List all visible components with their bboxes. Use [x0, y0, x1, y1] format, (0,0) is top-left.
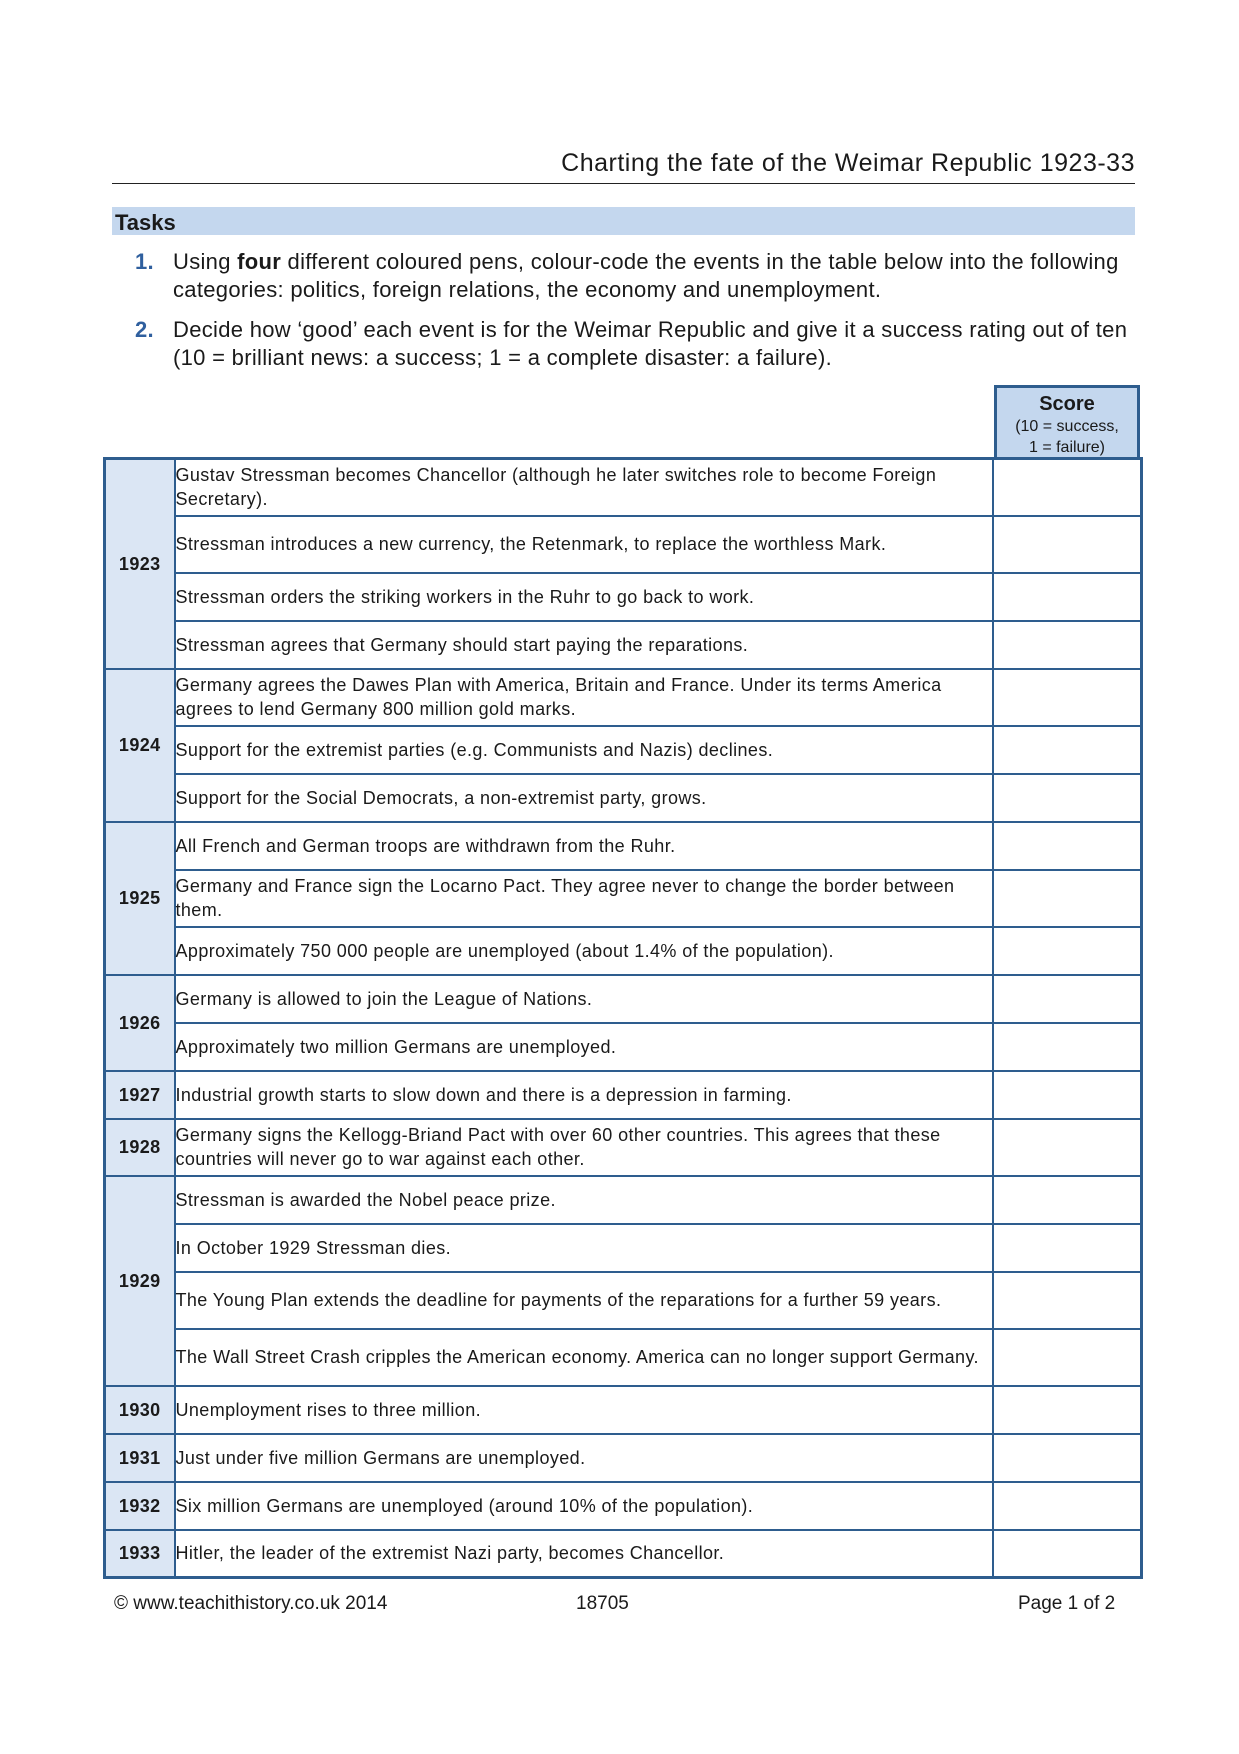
score-cell[interactable]	[993, 459, 1142, 516]
score-cell[interactable]	[993, 975, 1142, 1023]
events-table	[103, 457, 1143, 1579]
table-row	[105, 516, 1142, 573]
event-description: Just under five million Germans are unemployed.	[175, 1434, 993, 1482]
score-cell[interactable]	[993, 1386, 1142, 1434]
year-cell: 1933	[105, 1530, 175, 1578]
score-label: Score	[1039, 393, 1095, 415]
table-row	[105, 573, 1142, 621]
event-description: Stressman introduces a new currency, the Retenmark, to replace the worthless Mark.	[175, 516, 993, 573]
event-description: Support for the extremist parties (e.g. Communists and Nazis) declines.	[175, 726, 993, 774]
score-cell[interactable]	[993, 1329, 1142, 1386]
table-row	[105, 669, 1142, 726]
event-description: The Wall Street Crash cripples the American economy. America can no longer support Germany.	[175, 1329, 993, 1386]
table-row	[105, 1530, 1142, 1578]
score-cell[interactable]	[993, 870, 1142, 927]
event-description: Stressman orders the striking workers in the Ruhr to go back to work.	[175, 573, 993, 621]
event-description: Stressman agrees that Germany should start paying the reparations.	[175, 621, 993, 669]
year-cell: 1923	[105, 459, 175, 669]
document-title: Charting the fate of the Weimar Republic 1923-33	[112, 146, 1135, 184]
event-description: Germany and France sign the Locarno Pact. They agree never to change the border between them.	[175, 870, 993, 927]
table-row	[105, 1272, 1142, 1329]
year-cell: 1925	[105, 822, 175, 975]
year-cell: 1930	[105, 1386, 175, 1434]
score-cell[interactable]	[993, 1224, 1142, 1272]
score-cell[interactable]	[993, 1176, 1142, 1224]
score-cell[interactable]	[993, 621, 1142, 669]
event-description: Germany signs the Kellogg-Briand Pact with over 60 other countries. This agrees that these countries will never go to war against each other.	[175, 1119, 993, 1176]
footer-page-number: Page 1 of 2	[1018, 1593, 1116, 1614]
score-cell[interactable]	[993, 1023, 1142, 1071]
event-description: Gustav Stressman becomes Chancellor (although he later switches role to become Foreign Secretary).	[175, 459, 993, 516]
event-description: All French and German troops are withdrawn from the Ruhr.	[175, 822, 993, 870]
footer-code: 18705	[576, 1593, 629, 1614]
task-text-start: Using	[173, 249, 238, 274]
tasks-heading-bar	[112, 207, 1135, 235]
table-row	[105, 726, 1142, 774]
table-row	[105, 1176, 1142, 1224]
score-cell[interactable]	[993, 1071, 1142, 1119]
score-cell[interactable]	[993, 774, 1142, 822]
task-number: 1.	[135, 249, 154, 274]
score-cell[interactable]	[993, 1482, 1142, 1530]
event-description: Industrial growth starts to slow down and there is a depression in farming.	[175, 1071, 993, 1119]
table-row	[105, 1434, 1142, 1482]
table-row	[105, 822, 1142, 870]
task-item-1	[135, 248, 1130, 304]
event-description: Hitler, the leader of the extremist Nazi party, becomes Chancellor.	[175, 1530, 993, 1578]
event-description: Approximately two million Germans are unemployed.	[175, 1023, 993, 1071]
task-number: 2.	[135, 317, 154, 342]
task-text-end: different coloured pens, colour-code the events in the table below into the following categories: politics, foreign relations, the economy and unemployment.	[173, 249, 1119, 302]
score-scale-line-1: (10 = success,	[1015, 418, 1119, 435]
score-cell[interactable]	[993, 669, 1142, 726]
table-row	[105, 459, 1142, 516]
task-text	[173, 316, 1130, 372]
score-cell[interactable]	[993, 822, 1142, 870]
event-description: In October 1929 Stressman dies.	[175, 1224, 993, 1272]
score-scale-line-2: 1 = failure)	[1028, 439, 1106, 456]
event-description: Approximately 750 000 people are unemployed (about 1.4% of the population).	[175, 927, 993, 975]
event-description: Support for the Social Democrats, a non-extremist party, grows.	[175, 774, 993, 822]
event-description: Germany is allowed to join the League of Nations.	[175, 975, 993, 1023]
event-description: Stressman is awarded the Nobel peace prize.	[175, 1176, 993, 1224]
table-row	[105, 621, 1142, 669]
table-row	[105, 774, 1142, 822]
score-cell[interactable]	[993, 1119, 1142, 1176]
table-row	[105, 1329, 1142, 1386]
score-cell[interactable]	[993, 516, 1142, 573]
tasks-heading: Tasks	[115, 210, 176, 235]
year-cell: 1926	[105, 975, 175, 1071]
table-row	[105, 927, 1142, 975]
year-cell: 1931	[105, 1434, 175, 1482]
score-cell[interactable]	[993, 1530, 1142, 1578]
year-cell: 1928	[105, 1119, 175, 1176]
score-cell[interactable]	[993, 573, 1142, 621]
task-text-start: Decide how ‘good’ each event is for the Weimar Republic and give it a success rating out of ten (10 = brilliant news: a success; 1 = a complete disaster: a failure).	[173, 317, 1128, 370]
score-cell[interactable]	[993, 1272, 1142, 1329]
task-text	[173, 248, 1130, 304]
year-cell: 1932	[105, 1482, 175, 1530]
table-row	[105, 1224, 1142, 1272]
event-description: Unemployment rises to three million.	[175, 1386, 993, 1434]
event-description: Germany agrees the Dawes Plan with America, Britain and France. Under its terms America agrees to lend Germany 800 million gold marks.	[175, 669, 993, 726]
score-cell[interactable]	[993, 726, 1142, 774]
score-cell[interactable]	[993, 927, 1142, 975]
event-description: The Young Plan extends the deadline for payments of the reparations for a further 59 years.	[175, 1272, 993, 1329]
task-text-bold: four	[237, 249, 282, 274]
event-description: Six million Germans are unemployed (around 10% of the population).	[175, 1482, 993, 1530]
table-row	[105, 1482, 1142, 1530]
year-cell: 1927	[105, 1071, 175, 1119]
table-row	[105, 1023, 1142, 1071]
score-cell[interactable]	[993, 1434, 1142, 1482]
table-row	[105, 975, 1142, 1023]
score-column-header	[994, 385, 1140, 457]
table-row	[105, 1386, 1142, 1434]
task-item-2	[135, 316, 1130, 372]
table-row	[105, 870, 1142, 927]
year-cell: 1924	[105, 669, 175, 822]
footer-copyright: © www.teachithistory.co.uk 2014	[114, 1593, 388, 1614]
table-row	[105, 1119, 1142, 1176]
year-cell: 1929	[105, 1176, 175, 1386]
table-row	[105, 1071, 1142, 1119]
